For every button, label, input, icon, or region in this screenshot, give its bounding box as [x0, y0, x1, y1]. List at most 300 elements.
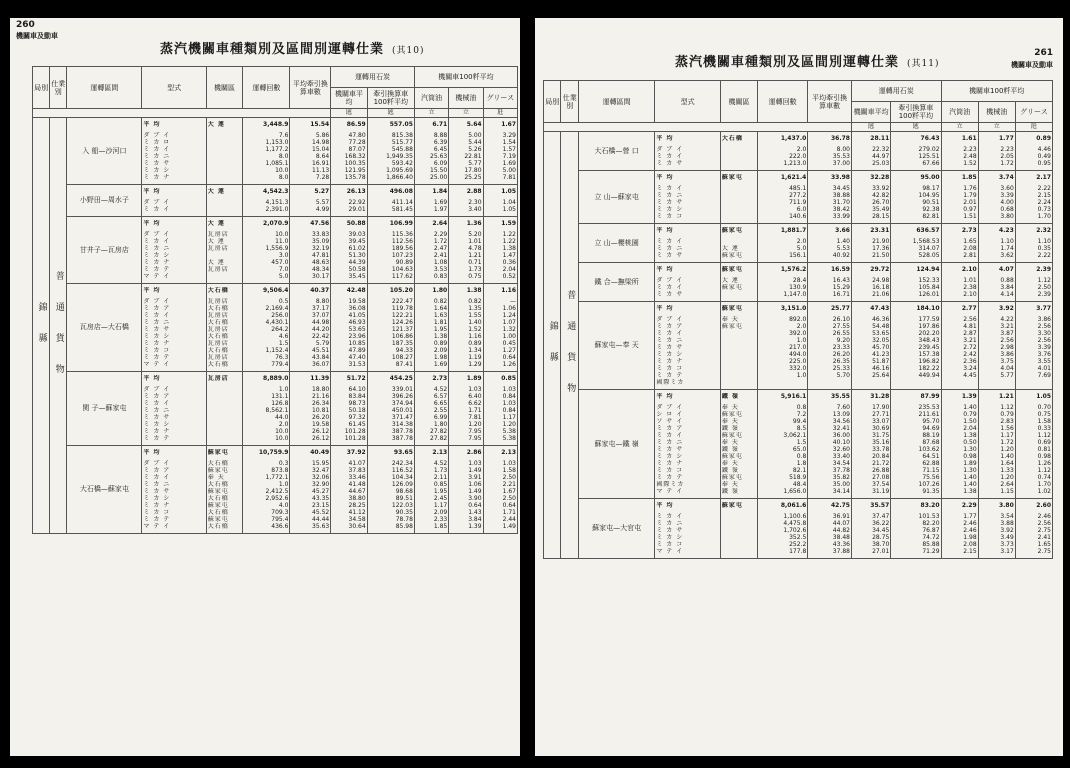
table-row — [544, 499, 1053, 559]
value: 30.17 — [312, 273, 330, 280]
type-line: マ テ イ — [143, 361, 171, 368]
value: 1.47 — [502, 252, 516, 259]
value: 40.92 — [832, 252, 850, 259]
depot-line: 大石橋 — [207, 347, 229, 354]
value: 1.02 — [1037, 488, 1051, 495]
value: 1.17 — [433, 502, 448, 509]
value: 15.50 — [430, 167, 448, 174]
type-line: 平 均 — [143, 121, 161, 128]
value: 2.10 — [961, 266, 977, 273]
table-row — [33, 118, 518, 185]
page-title — [160, 38, 425, 57]
avg-cars-cell — [808, 224, 852, 263]
value: 3.80 — [998, 502, 1014, 509]
value: 2,412.5 — [265, 488, 289, 495]
value: 795.4 — [271, 516, 289, 523]
runs-cell — [758, 171, 808, 224]
value: 2.01 — [963, 199, 977, 206]
value: 2.33 — [433, 516, 448, 523]
value: 339.01 — [391, 386, 413, 393]
coal-avg-cell — [851, 302, 890, 390]
value: 74.72 — [922, 534, 940, 541]
depot-line: 大石橋 — [207, 481, 229, 488]
value: 43.36 — [832, 541, 850, 548]
type-line: ダ ブ イ — [143, 132, 171, 139]
value: 0.74 — [1037, 474, 1051, 481]
type-cell — [655, 171, 721, 224]
value: 0.36 — [502, 259, 516, 266]
value: 2.56 — [1037, 520, 1051, 527]
value: 82.81 — [922, 213, 940, 220]
value: 387.78 — [391, 435, 413, 442]
value: 35.63 — [312, 523, 330, 530]
value: 2.0 — [796, 238, 807, 245]
value: 0.64 — [502, 354, 516, 361]
grease-cell — [483, 118, 517, 185]
value: 35.53 — [832, 153, 850, 160]
type-line: ミ カ イ — [656, 330, 684, 337]
type-line: ミ カ サ — [656, 160, 684, 167]
value: 35.45 — [348, 273, 366, 280]
value: 332.0 — [789, 365, 807, 372]
depot-line: 蘇家屯 — [207, 502, 229, 509]
value: 32.41 — [832, 425, 850, 432]
value: 1.40 — [963, 474, 977, 481]
depot-line — [722, 337, 756, 344]
value: 36.91 — [832, 513, 850, 520]
value: 1.33 — [1000, 467, 1014, 474]
value: 64.51 — [922, 453, 940, 460]
value: 44.0 — [275, 414, 289, 421]
type-line: ミ カ イ — [656, 284, 684, 291]
header-route: 運轉區間 — [67, 67, 142, 109]
value: 449.94 — [918, 372, 940, 379]
value — [980, 379, 1014, 386]
value: 35.82 — [832, 474, 850, 481]
value — [892, 379, 939, 386]
value: 71.29 — [922, 548, 940, 555]
type-line: ミ カ コ — [656, 365, 684, 372]
value: 3,151.0 — [780, 305, 807, 312]
value: 27.01 — [872, 548, 890, 555]
value: 4.22 — [1000, 316, 1014, 323]
type-line: ミ カ ナ — [656, 460, 684, 467]
value: 2.41 — [1037, 534, 1051, 541]
avg-cars-cell — [808, 132, 852, 171]
header-coal-avg: 機關車平均 — [851, 102, 890, 123]
machine-oil-cell — [978, 302, 1015, 390]
value: 44.44 — [312, 516, 330, 523]
value: 45.52 — [312, 509, 330, 516]
type-line: 平 均 — [656, 174, 674, 181]
value: 1.10 — [1037, 238, 1051, 245]
route-label: 蘇家屯—鐵 嶺 — [594, 439, 639, 448]
value: 126.01 — [918, 291, 940, 298]
value: 3.60 — [1000, 185, 1014, 192]
value: 0.82 — [433, 298, 448, 305]
type-line: ミ カ サ — [656, 446, 684, 453]
value: 41.07 — [348, 460, 366, 467]
value: 26.12 — [312, 428, 330, 435]
value: 3,448.9 — [263, 121, 289, 128]
depot-line — [722, 527, 756, 534]
value: 1.15 — [1000, 488, 1014, 495]
header-avg-cars: 平均牽引換算車數 — [290, 67, 331, 109]
value: 1.72 — [1000, 439, 1014, 446]
value: 0.82 — [468, 298, 482, 305]
value: 5.27 — [314, 188, 330, 195]
value: 32.47 — [312, 467, 330, 474]
value: 33.92 — [872, 185, 890, 192]
depot-line: 蘇家屯 — [721, 266, 743, 273]
table-row — [33, 372, 518, 446]
value: 2.56 — [1037, 323, 1051, 330]
value: 26.88 — [872, 467, 890, 474]
runs-cell — [758, 302, 808, 390]
value: 37.47 — [872, 513, 890, 520]
value: 1.5 — [278, 340, 289, 347]
value: 77.28 — [348, 139, 366, 146]
header-depot: 機關區 — [206, 67, 242, 109]
value: 0.89 — [468, 340, 482, 347]
depot-line: 鐵 嶺 — [721, 467, 739, 474]
machine-oil-cell — [449, 118, 483, 185]
type-line: マ テ イ — [656, 548, 684, 555]
value: 27.71 — [872, 411, 890, 418]
value: 0.64 — [502, 502, 516, 509]
value: 16.43 — [832, 277, 850, 284]
value: 2.04 — [963, 425, 977, 432]
value: 0.70 — [1037, 404, 1051, 411]
value: 33.40 — [832, 453, 850, 460]
type-line: ミ カ テ — [143, 516, 171, 523]
value: 450.01 — [391, 407, 413, 414]
value: 41.48 — [348, 481, 366, 488]
depot-line: 蘇家屯 — [721, 174, 743, 181]
value: 1.03 — [502, 460, 516, 467]
value: 5.26 — [468, 146, 482, 153]
value: 2,070.9 — [263, 220, 289, 227]
runs-cell — [243, 217, 290, 284]
value: 1.16 — [468, 333, 482, 340]
depot-line — [722, 213, 756, 220]
value: 6.39 — [433, 139, 448, 146]
route-cell — [67, 217, 142, 284]
table-row — [33, 446, 518, 534]
value: 2,391.0 — [265, 206, 289, 213]
value: 2.30 — [468, 199, 482, 206]
header-coal-per-load: 牽引換算車 100粁平均 — [367, 88, 414, 109]
route-cell — [578, 302, 654, 390]
depot-line: 蘇家屯 — [207, 488, 229, 495]
depot-cell — [720, 224, 757, 263]
type-line: ミ カ サ — [143, 488, 171, 495]
value: 496.08 — [389, 188, 413, 195]
value: 5.38 — [502, 435, 516, 442]
value: 32.19 — [312, 245, 330, 252]
value: 2.83 — [1000, 418, 1014, 425]
value: 411.14 — [391, 199, 413, 206]
depot-line: 大 連 — [721, 245, 739, 252]
value: 87.99 — [920, 393, 940, 400]
value: 1.85 — [433, 523, 448, 530]
value: 26.35 — [832, 358, 850, 365]
avg-cars-cell — [808, 171, 852, 224]
value: 39.45 — [348, 238, 366, 245]
type-line: 平 均 — [656, 266, 674, 273]
value: 279.02 — [918, 146, 940, 153]
value: 44.97 — [872, 153, 890, 160]
value: 23.33 — [832, 344, 850, 351]
coal-avg-cell — [851, 132, 890, 171]
value: 43.35 — [312, 495, 330, 502]
value: 4.0 — [278, 502, 289, 509]
value: 0.69 — [1037, 439, 1051, 446]
table-row — [544, 132, 1053, 171]
value: 38.48 — [832, 534, 850, 541]
value: 3.77 — [1036, 305, 1051, 312]
volume-label: (其11) — [907, 59, 940, 69]
value: 47.40 — [348, 354, 366, 361]
coal-avg-cell — [331, 217, 367, 284]
service-cell — [50, 118, 67, 534]
value: 11.13 — [312, 167, 330, 174]
section-label: 機關車及動車 — [1011, 61, 1053, 69]
page-number: 260 — [16, 20, 35, 30]
value: 202.20 — [918, 330, 940, 337]
value: 35.55 — [830, 393, 850, 400]
value: 38.70 — [872, 541, 890, 548]
value: 38.42 — [832, 206, 850, 213]
value: 256.0 — [271, 312, 289, 319]
value: 1.84 — [432, 188, 448, 195]
value: 1.05 — [501, 188, 516, 195]
value: 1.32 — [502, 326, 516, 333]
type-line: ミ カ ア — [143, 467, 171, 474]
type-line: ミ カ ニ — [143, 407, 171, 414]
unit-label: 瓲 — [891, 123, 941, 132]
type-cell — [142, 185, 206, 217]
depot-line — [208, 273, 241, 280]
value: 1.64 — [1000, 460, 1014, 467]
type-line: ソ サ イ — [656, 418, 684, 425]
value: 17.80 — [464, 167, 482, 174]
value: 26.55 — [832, 330, 850, 337]
depot-line — [722, 146, 756, 153]
value: 1,095.69 — [386, 167, 413, 174]
depot-line: 蘇家屯 — [721, 323, 743, 330]
value: 3.80 — [1000, 213, 1014, 220]
steam-oil-cell — [414, 217, 448, 284]
value: 6.57 — [433, 393, 448, 400]
table-row — [544, 263, 1053, 302]
grease-cell — [1015, 224, 1052, 263]
value: 2.56 — [1037, 337, 1051, 344]
coal-per-load-cell — [891, 263, 941, 302]
header-grease: グリース — [1015, 102, 1052, 123]
value: 196.82 — [918, 358, 940, 365]
value: 22.81 — [464, 153, 482, 160]
value: 78.78 — [395, 516, 413, 523]
depot-line — [722, 291, 756, 298]
value: 82.1 — [792, 467, 807, 474]
grease-cell — [1015, 302, 1052, 390]
value: 1.21 — [998, 393, 1014, 400]
depot-line — [208, 428, 241, 435]
value: 1.04 — [502, 199, 516, 206]
runs-cell — [243, 185, 290, 217]
value: 3.91 — [468, 474, 482, 481]
value: 1,702.6 — [783, 527, 807, 534]
value: 709.3 — [271, 509, 289, 516]
value: 581.45 — [391, 206, 413, 213]
value: 50.58 — [348, 266, 366, 273]
value: 41.12 — [348, 509, 366, 516]
depot-cell — [720, 263, 757, 302]
type-line: ミ カ コ — [656, 541, 684, 548]
table-row — [544, 171, 1053, 224]
type-line: ミ カ イ — [656, 513, 684, 520]
value: 4.45 — [963, 372, 977, 379]
value: 10.0 — [275, 231, 289, 238]
type-line: ミ カ サ — [656, 252, 684, 259]
value: 1.98 — [433, 354, 448, 361]
value: 87.41 — [395, 361, 413, 368]
value: 41.23 — [872, 351, 890, 358]
route-label: 鐵 合—撫梁所 — [594, 277, 639, 286]
steam-oil-cell — [414, 372, 448, 446]
depot-line — [208, 386, 241, 393]
value: 90.51 — [922, 199, 940, 206]
depot-line — [722, 192, 756, 199]
value: 2.64 — [1000, 481, 1014, 488]
grease-cell — [1015, 390, 1052, 499]
value: 1.73 — [433, 467, 448, 474]
value: 3.74 — [998, 174, 1014, 181]
value: 515.77 — [391, 139, 413, 146]
route-cell — [578, 132, 654, 171]
route-cell — [578, 499, 654, 559]
depot-line: 蘇家屯 — [721, 284, 743, 291]
type-line: ミ カ ニ — [656, 337, 684, 344]
value: 184.10 — [916, 305, 940, 312]
value: 1.40 — [468, 319, 482, 326]
value: 32.90 — [312, 481, 330, 488]
type-line: ミ カ イ — [143, 312, 171, 319]
value: 116.52 — [391, 467, 413, 474]
route-cell — [67, 372, 142, 446]
depot-line — [722, 513, 756, 520]
value: 119.78 — [391, 305, 413, 312]
value: 2.55 — [433, 407, 448, 414]
grease-cell — [1015, 499, 1052, 559]
value: 0.8 — [796, 404, 807, 411]
depot-line: 瓦房店 — [207, 340, 229, 347]
type-cell — [655, 499, 721, 559]
value: 235.53 — [918, 404, 940, 411]
value: 1.40 — [836, 238, 850, 245]
value: 3.87 — [1000, 330, 1014, 337]
coal-per-load-cell — [367, 217, 414, 284]
value: 25.00 — [430, 174, 448, 181]
value: 1.00 — [502, 333, 516, 340]
depot-line: 奉 天 — [721, 404, 739, 411]
value: 1.73 — [468, 266, 482, 273]
value: 45.27 — [312, 488, 330, 495]
value: 1.65 — [1037, 541, 1051, 548]
coal-per-load-cell — [367, 118, 414, 185]
type-line: ミ カ テ — [143, 266, 171, 273]
runs-cell — [758, 499, 808, 559]
value: 2.47 — [433, 245, 448, 252]
value: 0.71 — [468, 259, 482, 266]
route-cell — [67, 185, 142, 217]
type-line: ダ ブ イ — [143, 386, 171, 393]
type-line: ダ ブ イ — [143, 298, 171, 305]
value: 3.84 — [468, 516, 482, 523]
value: 2.0 — [796, 146, 807, 153]
depot-line: 大 連 — [207, 188, 225, 195]
value: 105.84 — [918, 284, 940, 291]
type-line: ミ カ テ — [143, 354, 171, 361]
depot-cell — [720, 390, 757, 499]
depot-line — [722, 365, 756, 372]
value: 1.12 — [1037, 432, 1051, 439]
value: 76.43 — [920, 135, 940, 142]
route-label: 立 山—蘇家屯 — [594, 192, 639, 201]
depot-line — [722, 351, 756, 358]
type-line: ミ カ ニ — [143, 319, 171, 326]
value: 88.19 — [922, 432, 940, 439]
value: 61.45 — [348, 421, 366, 428]
header-depot: 機關區 — [720, 81, 757, 123]
depot-line — [208, 421, 241, 428]
value: 3.90 — [468, 495, 482, 502]
depot-line — [208, 153, 241, 160]
depot-line: 蘇家屯 — [721, 474, 743, 481]
depot-line: 大石橋 — [207, 509, 229, 516]
value: 239.45 — [918, 344, 940, 351]
value: 31.28 — [870, 393, 890, 400]
value: 0.52 — [502, 273, 516, 280]
value: 1.52 — [963, 160, 977, 167]
type-line: 平 均 — [143, 449, 161, 456]
header-steam-oil: 汽筒油 — [941, 102, 978, 123]
value: 1.58 — [1037, 418, 1051, 425]
unit-label: 立 — [941, 123, 978, 132]
type-line: ミ カ イ — [143, 474, 171, 481]
header-route: 運轉區間 — [578, 81, 654, 123]
volume-label: (其10) — [392, 46, 425, 56]
value: 7.2 — [796, 411, 807, 418]
grease-cell — [483, 185, 517, 217]
coal-avg-cell — [851, 390, 890, 499]
depot-line: 蘇家屯 — [721, 432, 743, 439]
value: 1.06 — [468, 481, 482, 488]
value: 5,916.1 — [780, 393, 807, 400]
type-line: 平 均 — [656, 305, 674, 312]
value: 107.23 — [391, 252, 413, 259]
value: 7.28 — [315, 174, 330, 181]
depot-line: 瓦房店 — [207, 245, 229, 252]
value: 2.29 — [433, 231, 448, 238]
value: 22.32 — [872, 146, 890, 153]
value: 1,576.2 — [780, 266, 807, 273]
depot-line — [722, 199, 756, 206]
depot-line — [722, 372, 756, 379]
unit-label: 立 — [449, 109, 483, 118]
coal-per-load-cell — [891, 171, 941, 224]
